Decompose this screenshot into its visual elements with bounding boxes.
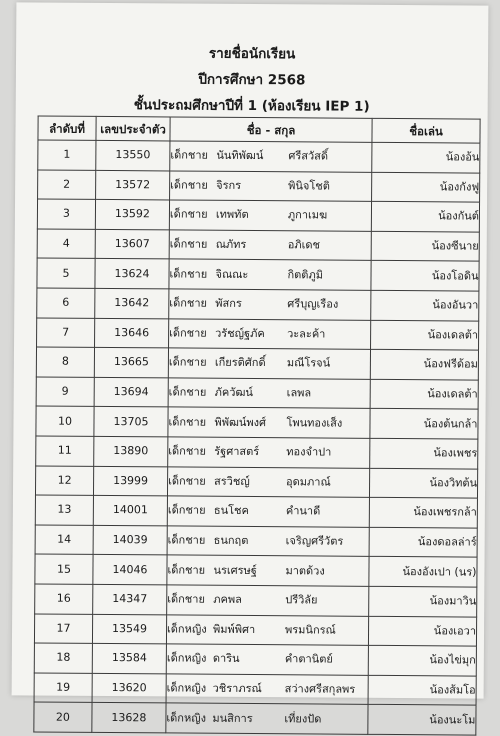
- student-id-cell: 13549: [92, 614, 166, 644]
- first-name: นรเศรษฐ์: [213, 563, 257, 577]
- full-name-cell: [167, 526, 369, 557]
- first-name: วรัชญ์ฐภัค: [215, 326, 265, 340]
- table-row: [37, 229, 479, 262]
- academic-year: ปีการศึกษา 2568: [198, 71, 306, 89]
- table-header: [38, 116, 480, 143]
- first-name: พัสกร: [215, 297, 242, 311]
- last-name: โพนทองเส็ง: [286, 415, 343, 430]
- name-prefix: เด็กหญิง: [167, 622, 207, 636]
- last-name: พินิจโชติ: [288, 179, 330, 193]
- last-name: ศรีบุญเรือง: [287, 297, 339, 311]
- order-cell: 16: [35, 584, 93, 614]
- table-row: [36, 347, 478, 380]
- first-name: วชิราภรณ์: [212, 681, 262, 696]
- table-row: [34, 673, 476, 706]
- order-cell: 14: [35, 525, 93, 555]
- first-name: พิมพ์พิศา: [213, 622, 256, 636]
- first-name: ภคพล: [213, 592, 242, 607]
- nickname-cell: น้องฟรีด้อม: [370, 349, 478, 379]
- nickname-cell: น้องกังฟู: [372, 172, 480, 202]
- nickname-cell: น้องต้นกล้า: [370, 409, 478, 439]
- last-name: อภิเดช: [287, 238, 321, 252]
- order-cell: 18: [34, 643, 92, 673]
- name-prefix: เด็กชาย: [167, 592, 205, 606]
- full-name-cell: [168, 437, 370, 468]
- name-prefix: เด็กชาย: [168, 415, 207, 429]
- full-name-cell: [167, 466, 369, 497]
- full-name-cell: [167, 585, 369, 616]
- last-name: พรมนิกรณ์: [285, 623, 336, 637]
- name-prefix: เด็กหญิง: [166, 651, 207, 666]
- student-id-cell: 13550: [96, 140, 170, 170]
- nickname-cell: น้องดอลล่าร์: [369, 527, 477, 557]
- last-name: มณีโรจน์: [286, 356, 331, 371]
- first-name: เกียรติศักดิ์: [214, 356, 266, 370]
- table-row: [35, 554, 477, 587]
- last-name: สว่างศรีสกุลพร: [284, 682, 356, 696]
- student-id-cell: 13584: [92, 644, 166, 674]
- full-name-cell: [168, 348, 370, 379]
- first-name: พิพัฒน์พงศ์: [214, 415, 267, 429]
- nickname-cell: น้องกันต์: [371, 202, 479, 232]
- name-prefix: เด็กชาย: [169, 207, 208, 222]
- table-row: [36, 406, 478, 439]
- first-name: จิณณะ: [215, 267, 249, 281]
- first-name: จิรกร: [216, 178, 242, 192]
- table-row: [37, 258, 479, 291]
- name-prefix: เด็กหญิง: [166, 681, 207, 695]
- table-row: [37, 318, 479, 351]
- order-cell: 9: [36, 377, 94, 407]
- order-cell: 3: [37, 199, 95, 229]
- name-prefix: เด็กชาย: [168, 474, 206, 488]
- last-name: ศรีสวัสดิ์: [288, 149, 329, 163]
- full-name-cell: [166, 703, 368, 734]
- first-name: มนสิการ: [212, 711, 253, 725]
- student-id-cell: 13705: [94, 407, 168, 437]
- last-name: คำนาดี: [285, 504, 321, 518]
- column-header-full-name: ชื่อ - สกุล: [170, 117, 372, 142]
- last-name: ทองจำปา: [286, 445, 332, 459]
- table-row: [37, 288, 479, 321]
- table-row: [34, 702, 476, 735]
- nickname-cell: น้องส้มโอ: [368, 675, 476, 705]
- nickname-cell: น้องมาวิน: [369, 586, 477, 616]
- order-cell: 1: [38, 140, 96, 170]
- full-name-cell: [169, 200, 371, 231]
- nickname-cell: น้องเอวา: [368, 616, 476, 646]
- column-header-order: ลำดับที่: [38, 116, 96, 140]
- student-id-cell: 13999: [93, 466, 167, 496]
- last-name: เที่ยงปัด: [284, 711, 322, 726]
- table-row: [35, 584, 477, 617]
- name-prefix: เด็กชาย: [168, 385, 207, 399]
- document-page: [12, 2, 489, 727]
- last-name: อุดมภาณ์: [286, 475, 331, 489]
- last-name: กิตติภูมิ: [287, 267, 324, 282]
- full-name-cell: [169, 318, 371, 349]
- order-cell: 2: [38, 170, 96, 200]
- order-cell: 7: [37, 318, 95, 348]
- student-id-cell: 13624: [95, 259, 169, 289]
- nickname-cell: น้องเดลต้า: [371, 320, 479, 350]
- full-name-cell: [167, 496, 369, 527]
- order-cell: 17: [34, 614, 92, 644]
- student-id-cell: 14039: [93, 525, 167, 555]
- student-id-cell: 13694: [94, 377, 168, 407]
- full-name-cell: [168, 407, 370, 438]
- first-name: เทพทัต: [215, 208, 249, 222]
- name-prefix: เด็กชาย: [169, 296, 208, 310]
- name-prefix: เด็กชาย: [168, 444, 206, 458]
- table-row: [36, 377, 478, 410]
- name-prefix: เด็กชาย: [170, 148, 209, 162]
- name-prefix: เด็กชาย: [170, 178, 208, 192]
- last-name: ปรีวิลัย: [285, 593, 318, 607]
- nickname-cell: น้องวิทต้น: [369, 468, 477, 498]
- nickname-cell: น้องไข่มุก: [368, 645, 476, 675]
- student-id-cell: 13607: [95, 229, 169, 259]
- full-name-cell: [168, 378, 370, 409]
- table-row: [35, 466, 477, 499]
- name-prefix: เด็กชาย: [168, 355, 207, 370]
- order-cell: 5: [37, 258, 95, 288]
- last-name: คำตานิตย์: [284, 652, 333, 666]
- table-row: [38, 170, 480, 203]
- full-name-cell: [170, 141, 372, 172]
- last-name: เจริญศรีวัตร: [285, 534, 344, 548]
- full-name-cell: [169, 259, 371, 290]
- first-name: ภัควัฒน์: [214, 385, 254, 400]
- first-name: ดาริน: [212, 652, 240, 666]
- table-row: [35, 495, 477, 528]
- table-row: [36, 436, 478, 469]
- order-cell: 10: [36, 406, 94, 436]
- nickname-cell: น้องอ้น: [372, 142, 480, 172]
- table-row: [35, 525, 477, 558]
- student-id-cell: 13890: [94, 436, 168, 466]
- student-table: [33, 116, 480, 736]
- full-name-cell: [167, 555, 369, 586]
- first-name: สรวิชญ์: [214, 474, 250, 488]
- order-cell: 15: [35, 554, 93, 584]
- order-cell: 8: [36, 347, 94, 377]
- last-name: วะละค้า: [287, 327, 326, 341]
- name-prefix: เด็กชาย: [169, 326, 207, 340]
- full-name-cell: [169, 289, 371, 320]
- order-cell: 12: [35, 466, 93, 496]
- full-name-cell: [166, 614, 368, 645]
- order-cell: 11: [36, 436, 94, 466]
- student-id-cell: 14001: [93, 496, 167, 526]
- student-id-cell: 14046: [93, 555, 167, 585]
- header-row: [38, 116, 480, 143]
- document-title: รายชื่อนักเรียน: [208, 45, 296, 63]
- full-name-cell: [170, 171, 372, 202]
- column-header-student-id: เลขประจำตัว: [96, 116, 170, 141]
- nickname-cell: น้องเดลต้า: [370, 379, 478, 409]
- full-name-cell: [166, 644, 368, 675]
- first-name: ณภัทร: [215, 237, 247, 252]
- student-id-cell: 13646: [95, 318, 169, 348]
- nickname-cell: น้องซีนาย: [371, 231, 479, 261]
- student-id-cell: 13642: [95, 288, 169, 318]
- last-name: มาตด้วง: [285, 563, 325, 578]
- name-prefix: เด็กชาย: [169, 267, 208, 281]
- nickname-cell: น้องนะโม: [368, 705, 476, 735]
- student-id-cell: 13592: [95, 200, 169, 230]
- full-name-cell: [169, 230, 371, 261]
- order-cell: 20: [34, 702, 92, 732]
- order-cell: 19: [34, 673, 92, 703]
- table-row: [38, 140, 480, 173]
- first-name: รัฐศาสตร์: [214, 444, 260, 459]
- first-name: ธนโชค: [213, 504, 249, 518]
- order-cell: 4: [37, 229, 95, 259]
- name-prefix: เด็กชาย: [169, 237, 208, 251]
- student-id-cell: 13572: [96, 170, 170, 200]
- first-name: ธนกฤต: [213, 533, 249, 548]
- table-row: [37, 199, 479, 232]
- first-name: นันทิพัฒน์: [216, 149, 264, 163]
- student-id-cell: 13620: [92, 673, 166, 703]
- student-id-cell: 13665: [94, 348, 168, 378]
- name-prefix: เด็กชาย: [167, 533, 206, 547]
- name-prefix: เด็กหญิง: [166, 711, 207, 725]
- nickname-cell: น้องเพชร: [370, 438, 478, 468]
- student-id-cell: 13628: [92, 703, 166, 733]
- student-id-cell: 14347: [93, 584, 167, 614]
- order-cell: 6: [37, 288, 95, 318]
- nickname-cell: น้องโอดิน: [371, 261, 479, 291]
- nickname-cell: น้องเพชรกล้า: [369, 497, 477, 527]
- name-prefix: เด็กชาย: [167, 563, 206, 577]
- table-row: [34, 643, 476, 676]
- name-prefix: เด็กชาย: [167, 503, 206, 518]
- table-body: [34, 140, 480, 735]
- full-name-cell: [166, 674, 368, 705]
- last-name: ภูกาเมฆ: [287, 208, 328, 223]
- nickname-cell: น้องอังเปา (นร): [369, 557, 477, 587]
- last-name: เลพล: [286, 386, 312, 400]
- nickname-cell: น้องอันวา: [371, 290, 479, 320]
- order-cell: 13: [35, 495, 93, 525]
- class-level: ชั้นประถมศึกษาปีที่ 1 (ห้องเรียน IEP 1): [133, 97, 370, 115]
- table-row: [34, 614, 476, 647]
- column-header-nickname: ชื่อเล่น: [372, 118, 480, 143]
